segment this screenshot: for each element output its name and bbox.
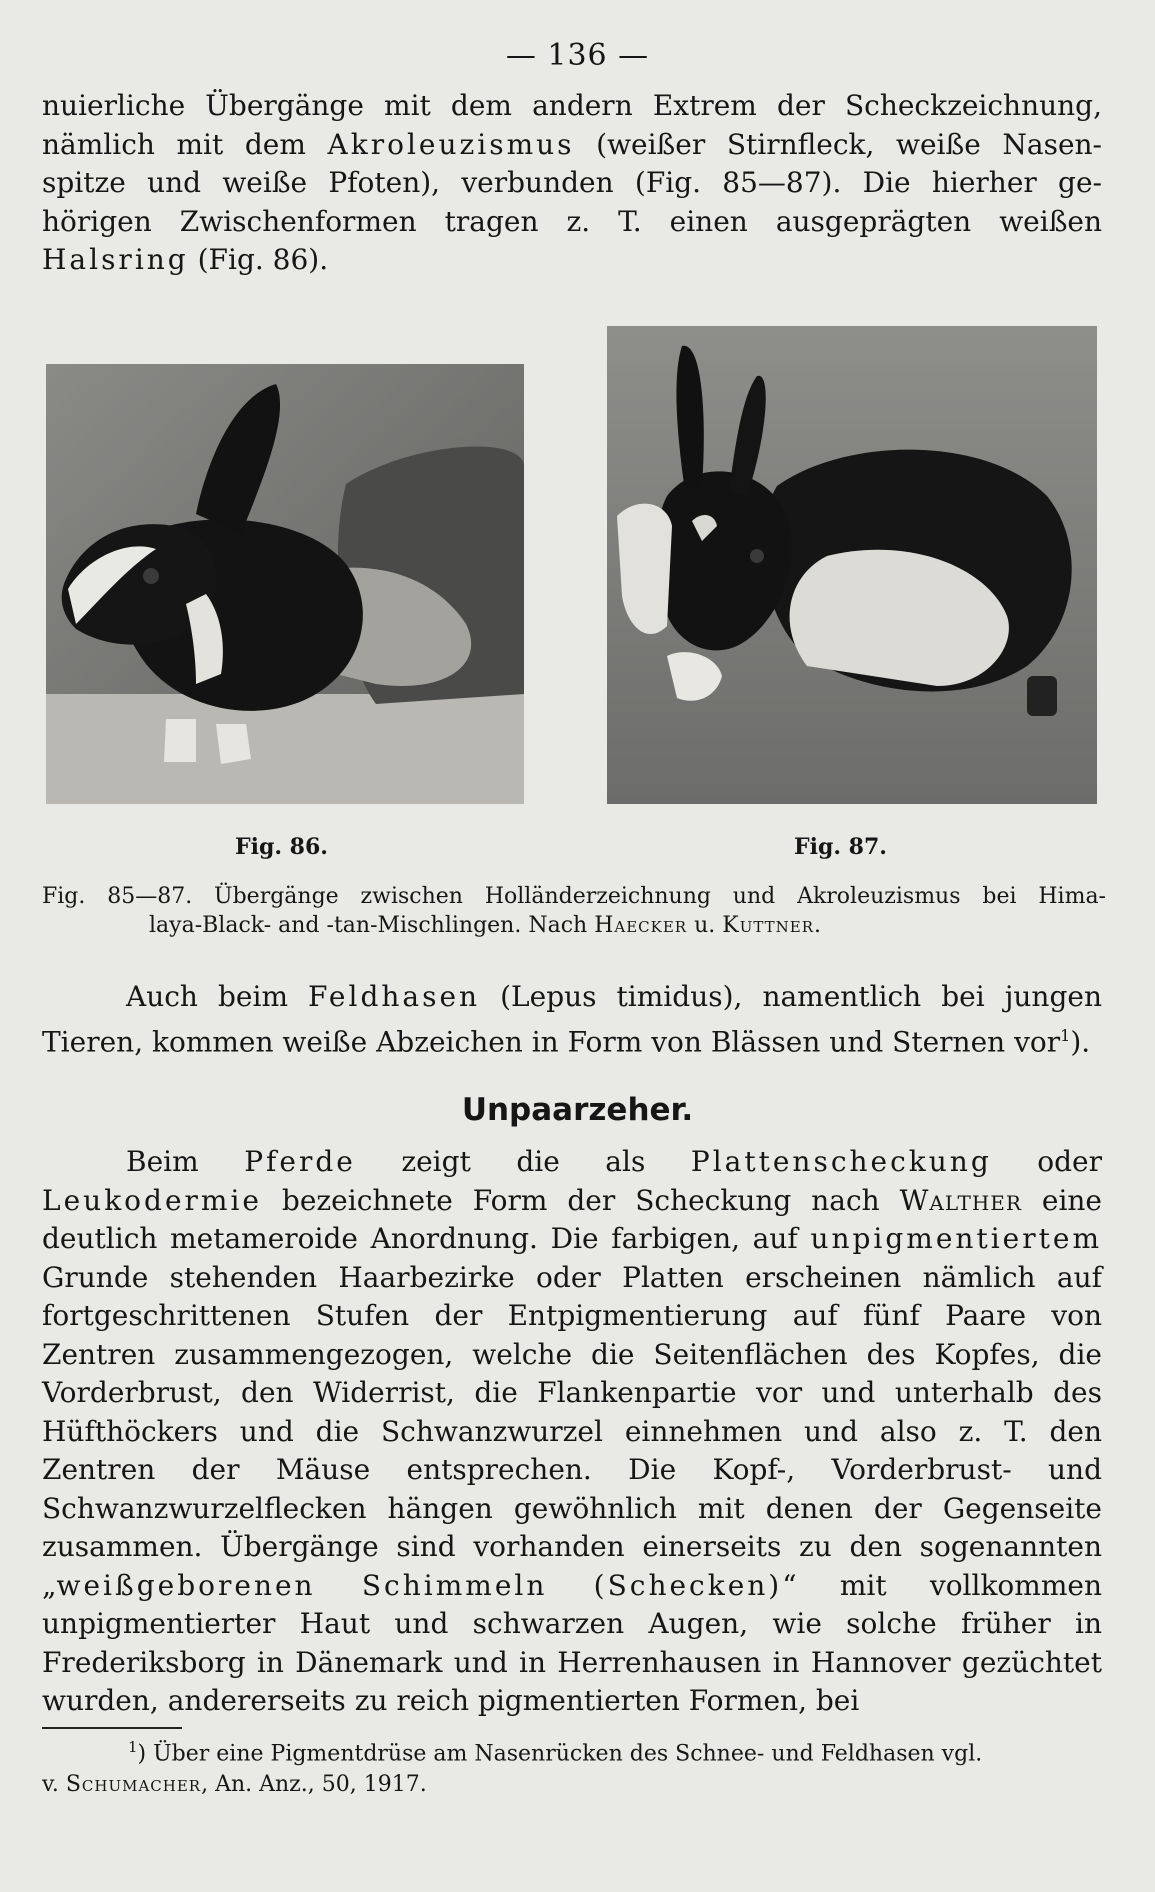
- spaced-term-akroleuzismus: Akroleuzismus: [327, 127, 575, 161]
- intro-line-1: nuierliche Übergänge mit dem andern Extrem der Scheckzeichnung,: [42, 89, 1102, 122]
- author-walther: Walther: [899, 1183, 1022, 1217]
- figure-87-photo: [607, 326, 1097, 804]
- pferde-text: “ mit vollkommen unpigmentierter Haut und schwarzen Augen, wie solche früher in Frederiksborg in Dänemark und in Herrenhausen in Hannover gezüchtet wurden, andererseits zu reich pigmentierten Formen, bei: [42, 1568, 1102, 1717]
- pferde-paragraph: [42, 1143, 1102, 1721]
- caption-text: u.: [687, 913, 723, 938]
- rabbit-photo-86: [46, 364, 524, 804]
- spaced-term-schimmeln: weißgeborenen Schimmeln (Schecken): [56, 1568, 783, 1602]
- intro-paragraph: [42, 87, 1102, 280]
- figure-86-label: Fig. 86.: [235, 834, 328, 860]
- caption-line-2: [42, 911, 1106, 940]
- pferde-text: bezeichnete Form der Scheckung nach: [261, 1183, 900, 1217]
- intro-line-4: hörigen Zwischenformen tragen z. T. einen ausgeprägten weißen: [42, 204, 1102, 238]
- rabbit-photo-87: [607, 326, 1097, 804]
- footnote-line-2: [42, 1769, 1106, 1800]
- spaced-term-plattenscheckung: Plattenscheckung: [690, 1145, 992, 1178]
- pferde-text: eine deutlich metameroide Anordnung. Die farbigen, auf: [42, 1183, 1103, 1255]
- intro-line-5: [42, 241, 1102, 280]
- footnote-text: v.: [42, 1772, 66, 1798]
- footnote-text: , An. Anz., 50, 1917.: [201, 1772, 427, 1798]
- caption-text: .: [814, 913, 821, 938]
- figure-87-label: Fig. 87.: [794, 834, 887, 860]
- footnote: [42, 1732, 1106, 1800]
- intro-text: (Fig. 86).: [188, 243, 329, 276]
- spaced-term-leukodermie: Leukodermie: [42, 1183, 262, 1217]
- spaced-term-feldhasen: Feldhasen: [308, 980, 481, 1013]
- feldhasen-text: ).: [1070, 1024, 1091, 1058]
- section-heading: Unpaarzeher.: [461, 1092, 694, 1128]
- caption-line-1: Fig. 85—87. Übergänge zwischen Holländerzeichnung und Akroleuzismus bei Hima-: [42, 884, 1106, 909]
- pferde-text: Beim: [126, 1145, 245, 1178]
- footnote-line-1: [42, 1732, 1106, 1769]
- pferde-text: zeigt die als: [355, 1145, 691, 1178]
- footnote-text: ) Über eine Pigmentdrüse am Nasenrücken des Schnee- und Feldhasen vgl.: [137, 1741, 983, 1767]
- footnote-marker: 1: [1060, 1025, 1071, 1045]
- caption-author-haecker: Haecker: [594, 913, 688, 938]
- intro-line-3: spitze und weiße Pfoten), verbunden (Fig. 85—87). Die hierher ge-: [42, 166, 1102, 199]
- spaced-term-unpigmentiertem: unpigmentiertem: [810, 1222, 1102, 1255]
- figure-86-photo: [46, 364, 524, 804]
- intro-text: nämlich mit dem: [42, 127, 328, 161]
- figure-caption: [42, 882, 1106, 940]
- feldhasen-text: Auch beim: [126, 980, 309, 1013]
- footnote-rule: [42, 1727, 182, 1729]
- pferde-text: oder: [991, 1145, 1103, 1178]
- caption-text: laya-Black- and -tan-Mischlingen. Nach: [149, 913, 595, 938]
- intro-text: (weißer Stirnfleck, weiße Nasen-: [574, 127, 1103, 161]
- spaced-term-halsring: Halsring: [42, 243, 189, 276]
- page-number: — 136 —: [505, 38, 650, 73]
- caption-author-kuttner: Kuttner: [722, 913, 814, 938]
- feldhasen-text: (Lepus timidus), namentlich bei jungen Tieren, kommen weiße Abzeichen in Form von Blässen und Sternen vor: [42, 980, 1102, 1058]
- feldhasen-paragraph: [42, 978, 1102, 1061]
- footnote-author-schumacher: Schumacher: [65, 1772, 202, 1798]
- pferde-text: Grunde stehenden Haarbezirke oder Platten erscheinen nämlich auf fortgeschrittenen Stufen der Entpigmentierung auf fünf Paare von Zentren zusammengezogen, welche die Seitenflächen des Kopfes, die Vorderbrust, den Widerrist, die Flankenpartie vor und unterhalb des Hüfthöckers und die Schwanzwurzel einnehmen und also z. T. den Zentren der Mäuse entsprechen. Die Kopf-, Vorderbrust- und Schwanzwurzelflecken hängen gewöhnlich mit denen der Gegenseite zusammen. Übergänge sind vorhanden einerseits zu den sogenannten „: [42, 1260, 1102, 1602]
- intro-line-2: [42, 126, 1102, 165]
- spaced-term-pferde: Pferde: [244, 1145, 356, 1178]
- footnote-number: 1: [128, 1738, 138, 1756]
